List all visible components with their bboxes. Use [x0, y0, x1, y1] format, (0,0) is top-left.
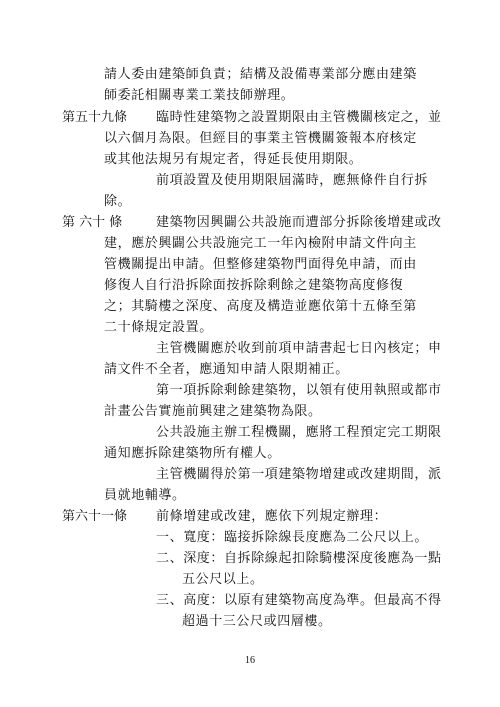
article-60-line: 主管機關應於收到前項申請書起七日內核定；申 [156, 341, 442, 356]
article-61-line: 前條增建或改建，應依下列規定辦理： [156, 509, 388, 524]
article-60-line: 通知應拆除建築物所有權人。 [104, 446, 281, 461]
article-59-line: 以六個月為限。但經目的事業主管機關簽報本府核定 [104, 131, 417, 146]
article-61-label: 第六十一條 [62, 509, 128, 524]
article-59-line: 除。 [104, 194, 132, 209]
article-61-item-cont: 五公尺以上。 [182, 572, 264, 587]
article-60-line: 二十條規定設置。 [104, 320, 213, 335]
article-60-line: 第一項拆除剩餘建築物，以領有使用執照或都市 [156, 383, 442, 398]
article-59-line: 前項設置及使用期限屆滿時，應無條件自行拆 [156, 173, 429, 188]
article-61-item: 一、寬度：臨接拆除線長度應為二公尺以上。 [156, 530, 429, 545]
article-60-label: 第 六十 條 [62, 215, 123, 230]
article-60-line: 管機關提出申請。但整修建築物門面得免申請，而由 [104, 257, 417, 272]
article-60-line: 請文件不全者，應通知申請人限期補正。 [104, 362, 349, 377]
article-61-item: 二、深度：自拆除線起扣除騎樓深度後應為一點 [156, 551, 442, 566]
article-61-item: 三、高度：以原有建築物高度為準。但最高不得 [156, 593, 442, 608]
article-60-line: 建，應於興闢公共設施完工一年內檢附申請文件向主 [104, 236, 417, 251]
article-60-line: 計畫公告實施前興建之建築物為限。 [104, 404, 322, 419]
article-59-line: 臨時性建築物之設置期限由主管機關核定之，並 [156, 110, 442, 125]
page-number: 16 [245, 655, 255, 666]
article-59-label: 第五十九條 [62, 110, 128, 125]
continuation-line: 請人委由建築師負責；結構及設備專業部分應由建築 [104, 67, 417, 82]
article-60-line: 修復人自行沿拆除面按拆除剩餘之建築物高度修復 [104, 278, 404, 293]
article-60-line: 之；其騎樓之深度、高度及構造並應依第十五條至第 [104, 299, 417, 314]
continuation-line: 師委託相關專業工業技師辦理。 [104, 88, 295, 103]
article-60-line: 公共設施主辦工程機關，應將工程預定完工期限 [156, 425, 442, 440]
article-60-line: 主管機關得於第一項建築物增建或改建期間，派 [156, 467, 442, 482]
article-59-line: 或其他法規另有規定者，得延長使用期限。 [104, 152, 363, 167]
article-60-line: 建築物因興闢公共設施而遭部分拆除後增建或改 [156, 215, 442, 230]
article-60-line: 員就地輔導。 [104, 488, 186, 503]
article-61-item-cont: 超過十三公尺或四層樓。 [182, 614, 332, 629]
